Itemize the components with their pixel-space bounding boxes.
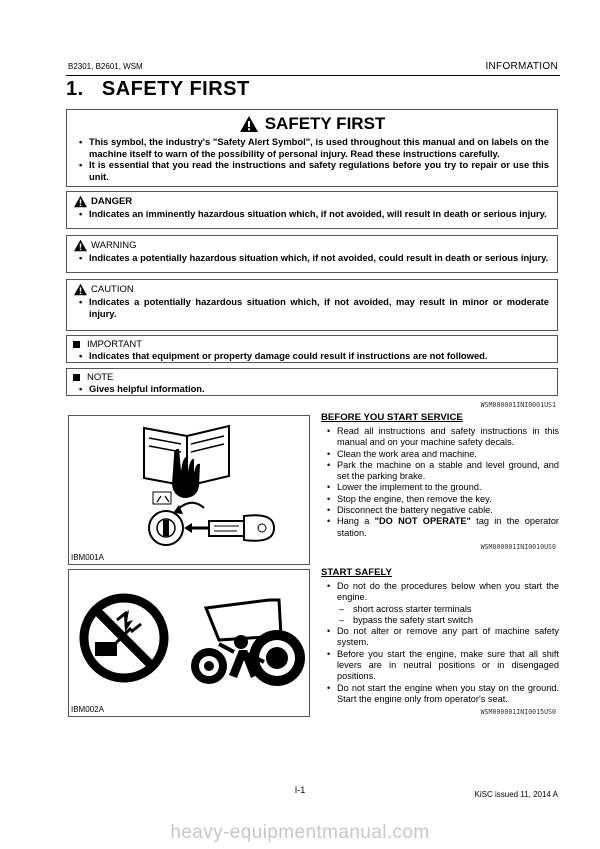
figure-label: IBM001A <box>71 553 104 562</box>
danger-label-row <box>73 195 557 208</box>
caution-label-row <box>73 283 557 296</box>
figure-read-manual <box>68 415 310 565</box>
document-code: WSM000001INI0015US0 <box>480 708 556 716</box>
list-item: • Park the machine on a stable and level ground, and set the parking brake. <box>321 460 559 483</box>
caution-box <box>66 279 558 331</box>
list-item: • This symbol, the industry's "Safety Alert Symbol", is used throughout this manual and on labels on the machine itself to warn of the possibility of personal injury. Read these instructions carefully. <box>73 136 549 159</box>
warning-label: WARNING <box>91 240 137 251</box>
list-item: • Read all instructions and safety instructions in this manual and on your machine safety decals. <box>321 426 559 449</box>
hang-pre: Hang a <box>337 516 375 527</box>
before-start-section <box>321 412 559 539</box>
danger-label: DANGER <box>91 196 133 207</box>
safety-bullets <box>67 134 557 182</box>
page-title: 1. SAFETY FIRST <box>66 78 250 100</box>
safety-alert-icon <box>73 239 88 252</box>
danger-text: • Indicates an imminently hazardous situation which, if not avoided, will result in death or serious injury. <box>73 208 549 220</box>
list-item: • Before you start the engine, make sure that all shift levers are in neutral positions or in disengaged positions. <box>321 649 559 683</box>
list-item: • Stop the engine, then remove the key. <box>321 494 559 505</box>
manual-and-key-illustration <box>69 416 309 552</box>
note-label: NOTE <box>87 372 114 383</box>
list-subitem: – short across starter terminals <box>321 604 559 615</box>
header-model: B2301, B2601, WSM <box>68 62 143 71</box>
danger-box <box>66 191 558 229</box>
note-text: • Gives helpful information. <box>73 383 549 395</box>
list-subitem: – bypass the safety start switch <box>321 615 559 626</box>
safety-alert-icon <box>73 283 88 296</box>
caution-label: CAUTION <box>91 284 134 295</box>
watermark: heavy-equipmentmanual.com <box>170 822 430 843</box>
safety-first-title: SAFETY FIRST <box>264 114 386 133</box>
figure-start-safely <box>68 569 310 717</box>
page-number: I-1 <box>294 785 306 795</box>
header-rule <box>66 75 560 76</box>
note-box <box>66 368 558 396</box>
list-item: • Clean the work area and machine. <box>321 449 559 460</box>
list-item <box>321 516 559 539</box>
warning-box <box>66 235 558 273</box>
safety-first-box <box>66 109 558 187</box>
do-not-operate-text: "DO NOT OPERATE" <box>374 516 471 527</box>
list-item: • Do not alter or remove any part of machine safety system. <box>321 626 559 649</box>
square-bullet-icon <box>73 374 80 381</box>
hang-post: tag in the operator station. <box>337 516 559 538</box>
safety-alert-icon <box>73 195 88 208</box>
no-shorting-and-tractor-illustration <box>69 570 309 704</box>
important-label-row <box>73 339 557 350</box>
figure-label: IBM002A <box>71 705 104 714</box>
safety-first-heading <box>67 114 557 134</box>
issue-date: KiSC issued 11, 2014 A <box>474 790 558 799</box>
list-item: • Lower the implement to the ground. <box>321 482 559 493</box>
important-box <box>66 335 558 363</box>
section-heading: BEFORE YOU START SERVICE <box>321 412 463 423</box>
list-item: • Disconnect the battery negative cable. <box>321 505 559 516</box>
list-item: • Do not start the engine when you stay on the ground. Start the engine only from operator's seat. <box>321 683 559 706</box>
caution-text: • Indicates a potentially hazardous situation which, if not avoided, may result in minor or moderate injury. <box>73 296 549 319</box>
list-item: • Do not do the procedures below when you start the engine. <box>321 581 559 604</box>
important-label: IMPORTANT <box>87 339 143 350</box>
document-code: WSM000001INI0001US1 <box>480 401 556 409</box>
header-section: INFORMATION <box>485 61 558 72</box>
document-code: WSM000001INI0010US0 <box>480 543 556 551</box>
section-heading: START SAFELY <box>321 567 392 578</box>
warning-text: • Indicates a potentially hazardous situation which, if not avoided, could result in death or serious injury. <box>73 252 549 264</box>
start-safely-section <box>321 567 559 705</box>
safety-alert-icon <box>239 115 259 133</box>
important-text: • Indicates that equipment or property damage could result if instructions are not followed. <box>73 350 549 362</box>
note-label-row <box>73 372 557 383</box>
square-bullet-icon <box>73 341 80 348</box>
list-item: • It is essential that you read the instructions and safety regulations before you try to repair or use this unit. <box>73 159 549 182</box>
warning-label-row <box>73 239 557 252</box>
